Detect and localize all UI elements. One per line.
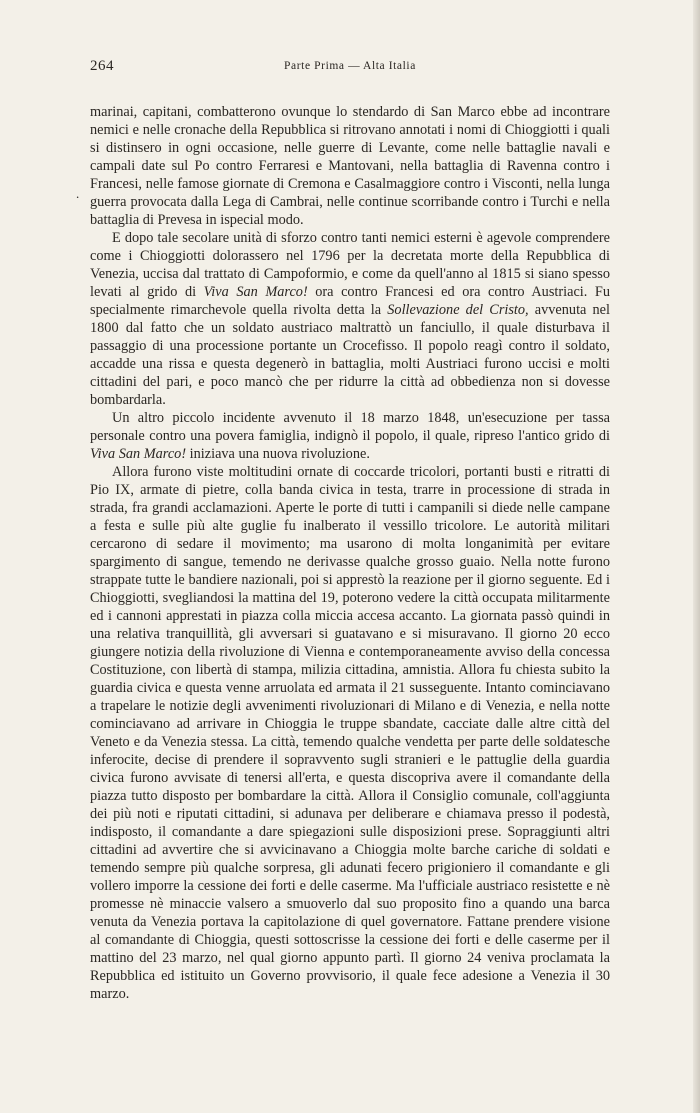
paragraph-2-italic-2: Sollevazione del Cristo, xyxy=(387,302,529,318)
paragraph-3-italic: Viva San Marco! xyxy=(90,446,187,462)
paragraph-3-text-b: iniziava una nuova rivoluzione. xyxy=(186,446,370,462)
paragraph-2-text-b: ora contro Francesi ed ora contro Austriaci. Fu specialmente rimarchevole quella rivolta detta la xyxy=(90,284,611,318)
margin-mark: . xyxy=(76,186,80,201)
paragraph-4: Allora furono viste moltitudini ornate di coccarde tricolori, portanti busti e ritratti di Pio IX, armate di pietre, colla banda civica in testa, trarre in processione di strada in strada, fra grandi acclamazioni. Aperte le porte di tutti i campanili si diede nelle campane a festa e sulle più alte guglie fu inalberato il vessillo tricolore. Le autorità militari cercarono di sedare il movimento; ma usarono di molta longanimità per evitare spargimento di sangue, temendo ne derivasse qualche grosso guaio. Nella notte furono strappate tutte le bandiere nazionali, poi si apprestò la reazione per il giorno seguente. Ed i Chioggiotti, svegliandosi la mattina del 19, poterono vedere la città occupata militarmente ed i cannoni apprestati in piazza colla miccia accesa accanto. La giornata passò quindi in una relativa tranquillità, gli avversari si guatavano e si misuravano. Il giorno 20 ecco giungere notizia della rivoluzione di Vienna e contemporaneamente avviso della concessa Costituzione, con libertà di stampa, milizia cittadina, amnistia. Allora fu chiesta subito la guardia civica e questa venne arruolata ed armata il 21 susseguente. Intanto cominciavano a trapelare le notizie degli avvenimenti rivoluzionari di Milano e di Venezia, e nella notte cominciavano ad arrivare in Chioggia le truppe sbandate, cacciate dalle altre città del Veneto e da Venezia stessa. La città, temendo qualche vendetta per parte delle soldatesche inferocite, decise di prendere il sopravvento sugli stranieri e le pattuglie della guardia civica furono avvisate di tenersi all'erta, e questa discopriva avere il comandante della piazza tutto disposto per bombardare la città. Allora il Consiglio comunale, coll'aggiunta dei più noti e riputati cittadini, si adunava per deliberare e chiamava presso il podestà, indisposto, il comandante a dare spiegazioni sulle disposizioni prese. Sopraggiunti altri cittadini ad avvertire che si avvicinavano a Chioggia molte barche cariche di soldati e temendo sempre più qualche sorpresa, gli adunati fecero prigioniero il comandante e gli vollero imporre la cessione dei forti e delle caserme. Ma l'ufficiale austriaco resistette e nè promesse nè minaccie valsero a smuoverlo dal suo proposito fino a quando una barca venuta da Venezia portava la capitolazione di quel governatore. Fattane prendere visione al comandante di Chioggia, questi sottoscrisse la cessione dei forti e delle caserme per il mattino del 23 marzo, nel qual giorno appunto partì. Il giorno 24 veniva proclamata la Repubblica ed istituito un Governo provvisorio, il quale fece adesione a Venezia il 30 marzo. xyxy=(90,464,610,1002)
page-number: 264 xyxy=(90,58,114,74)
paragraph-2-text-a: E dopo tale secolare unità di sforzo contro tanti nemici esterni è agevole comprendere come i Chioggiotti dolorassero nel 1796 per la decretata morte della Repubblica di Venezia, uccisa dal trattato di Campoformio, e come da quell'anno al 1815 si siano spesso levati al grido di xyxy=(90,230,610,300)
paragraph-2-italic-1: Viva San Marco! xyxy=(203,284,308,300)
paragraph-3-text-a: Un altro piccolo incidente avvenuto il 18 marzo 1848, un'esecuzione per tassa personale contro una povera famiglia, indignò il popolo, il quale, ripreso l'antico grido di xyxy=(90,410,610,444)
page-header xyxy=(90,58,610,80)
running-title: Parte Prima — Alta Italia xyxy=(284,60,416,72)
paragraph-2 xyxy=(90,229,610,409)
body-text xyxy=(90,103,610,1003)
paragraph-2-text-c: avvenuta nel 1800 dal fatto che un soldato austriaco maltrattò un fanciullo, il quale disturbava il passaggio di una processione portante un Crocefisso. Il popolo reagì contro il soldato, accadde una rissa e questa degenerò in battaglia, molti Austriaci furono uccisi e molti cittadini del pari, e poco mancò che per ridurre la città ad obbedienza non si dovesse bombardarla. xyxy=(90,302,611,408)
paragraph-3 xyxy=(90,409,610,463)
paragraph-1: marinai, capitani, combatterono ovunque lo stendardo di San Marco ebbe ad incontrare nemici e nelle cronache della Repubblica si ritrovano annotati i nomi di Chioggiotti i quali si distinsero in ogni occasione, nelle guerre di Levante, come nelle battaglie navali e campali date sul Po contro Ferraresi e Mantovani, nella battaglia di Ravenna contro i Francesi, nelle famose giornate di Cremona e Casalmaggiore contro i Visconti, nella lunga guerra provocata dalla Lega di Cambrai, nelle continue scorribande contro i Turchi e nella battaglia di Prevesa in ispecial modo. xyxy=(90,104,610,228)
page-edge xyxy=(693,0,700,1113)
